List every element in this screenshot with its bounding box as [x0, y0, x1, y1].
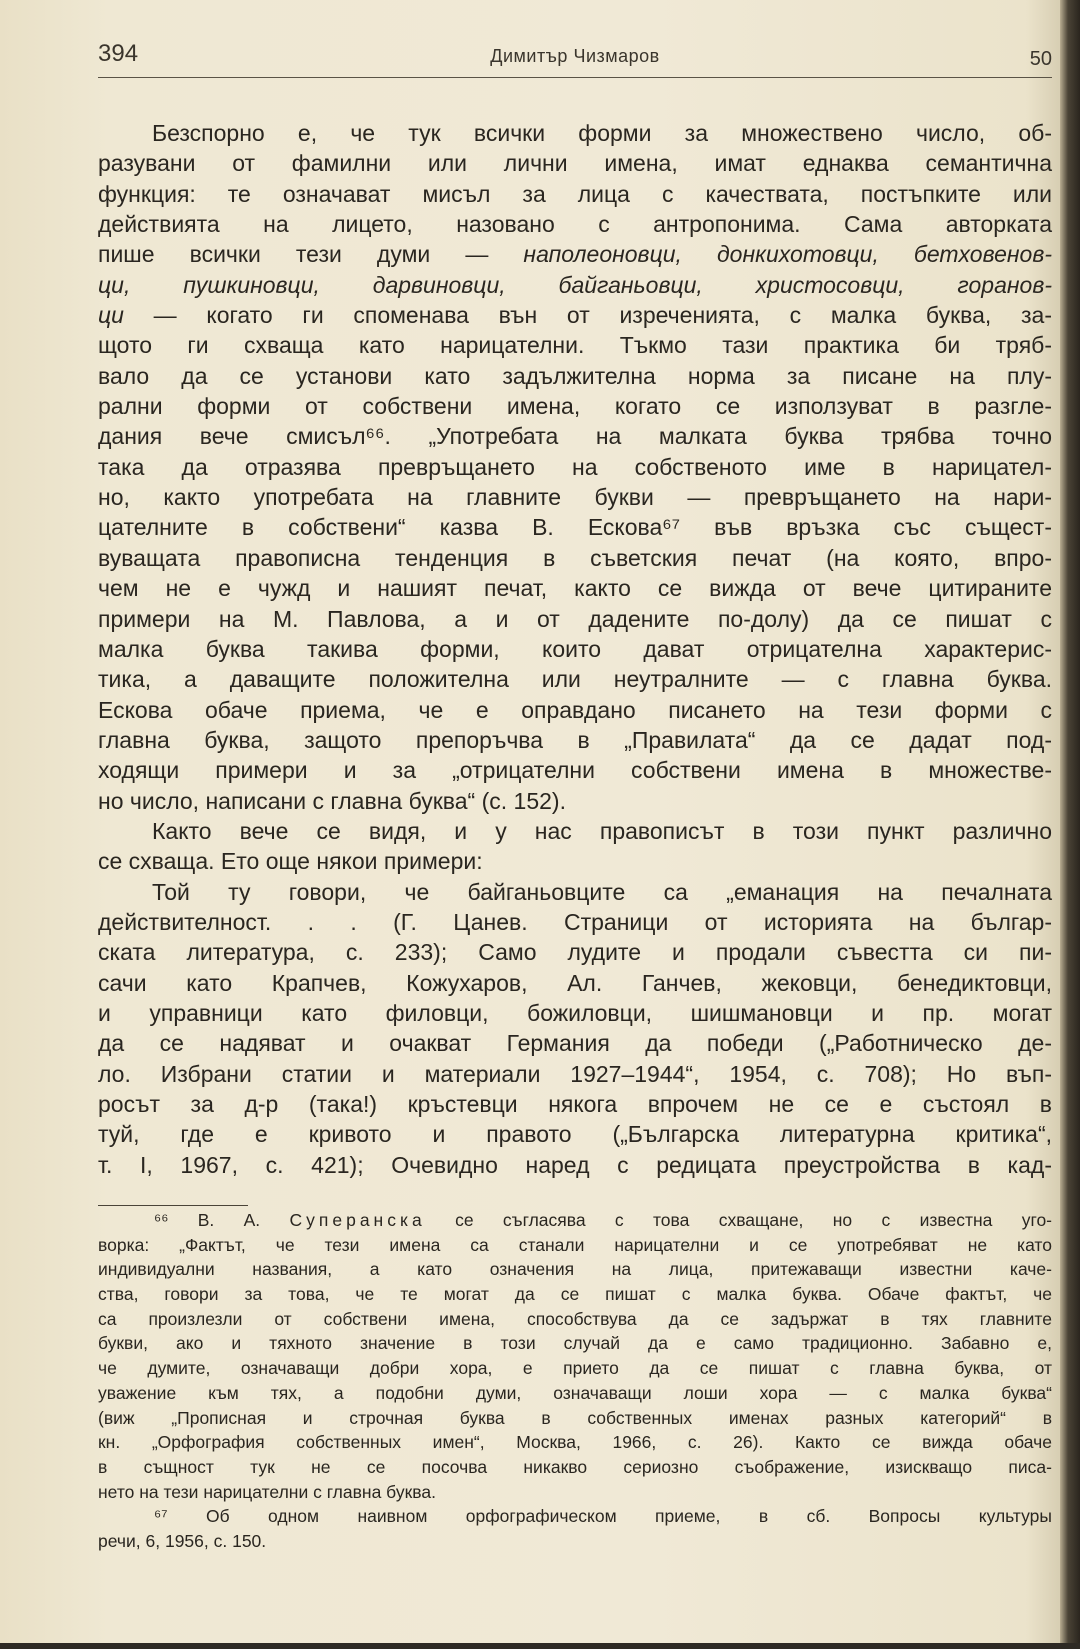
text-line [98, 209, 1052, 239]
text-run: в същност тук не се посочва никакво сериозно съображение, изискващо писа- [98, 1456, 1052, 1477]
text-run: примери на М. Павлова, а и от дадените по-долу) да се пишат с [98, 605, 1052, 632]
header-rule [98, 77, 1052, 78]
text-run: са произлезли от собствени имена, способствува да се задържат в тях главните [98, 1308, 1052, 1329]
footnote-line [98, 1406, 1052, 1431]
running-head-author: Димитър Чизмаров [490, 46, 660, 66]
footnote-line [98, 1356, 1052, 1381]
page-header [98, 40, 1052, 70]
text-line [98, 634, 1052, 664]
text-line [98, 543, 1052, 573]
text-line [98, 421, 1052, 451]
footnote-line [98, 1282, 1052, 1307]
text-line [98, 361, 1052, 391]
text-line [98, 482, 1052, 512]
text-line [98, 300, 1052, 330]
text-line [98, 877, 1052, 907]
footnote-line [98, 1504, 1052, 1529]
text-line [98, 573, 1052, 603]
book-spine-shadow [1060, 0, 1080, 1649]
text-line [98, 1150, 1052, 1180]
text-run: и управници като филовци, божиловци, шишмановци и пр. могат [98, 999, 1052, 1026]
text-line [98, 604, 1052, 634]
text-run: т. I, 1967, с. 421); Очевидно наред с редицата преустройства в кад- [98, 1151, 1052, 1178]
text-run: росът за д-р (така!) кръстевци някога впрочем не се е състоял в [98, 1091, 1052, 1117]
text-run: главна буква, защото препоръчва в „Правилата“ да се дадат под- [98, 726, 1052, 753]
text-run: се съгласява с това схващане, но с известна уго- [425, 1210, 1053, 1230]
text-line [98, 330, 1052, 360]
text-line [98, 846, 1052, 876]
footnote-line [98, 1381, 1052, 1406]
text-line [98, 512, 1052, 542]
text-run: функция: те означават мисъл за лица с качествата, постъпките или [98, 180, 1052, 207]
text-line [98, 148, 1052, 178]
text-line [98, 664, 1052, 694]
text-run: Той ту говори, че байганьовците са „еманация на печалната [152, 878, 1052, 905]
footnote-line [98, 1257, 1052, 1282]
text-run: туй, где е кривото и правото („Българска литературна критика“, [98, 1121, 1052, 1148]
text-run: вало да се установи като задължителна норма за писане на плу- [98, 362, 1052, 389]
text-run: но число, написани с главна буква“ (с. 152). [98, 787, 566, 814]
text-line [98, 391, 1052, 421]
text-run: пише всички тези думи — [98, 241, 524, 268]
text-run: да се надяват и очакват Германия да победи („Работническо де- [98, 1030, 1052, 1057]
text-run: щото ги схваща като нарицателни. Тъкмо тази практика би тряб- [98, 332, 1052, 359]
text-run: дания вече смисъл⁶⁶. „Употребата на малката буква трябва точно [98, 423, 1052, 450]
text-run: но, както употребата на главните букви — превръщането на нари- [98, 484, 1052, 511]
text-run: кн. „Орфография собственных имен“, Москва, 1966, с. 26). Както се вижда обаче [98, 1432, 1052, 1453]
text-line [98, 1059, 1052, 1089]
text-run: така да отразява превръщането на собственото име в нарицател- [98, 453, 1052, 480]
text-run: ⁶⁷ Об одном наивном орфографическом приеме, в сб. Вопросы культуры [154, 1506, 1052, 1527]
text-line [98, 968, 1052, 998]
italic-text: ци, пушкиновци, дарвиновци, байганьовци, христосовци, горанов- [98, 271, 1052, 298]
text-run: вуващата правописна тенденция в съветския печат (на която, впро- [98, 544, 1052, 571]
text-line [98, 1028, 1052, 1058]
text-line [98, 239, 1052, 269]
text-run: ло. Избрани статии и материали 1927–1944“, 1954, с. 708); Но въп- [98, 1060, 1052, 1087]
text-line [98, 452, 1052, 482]
text-run: действителност. . . (Г. Цанев. Страници от историята на българ- [98, 908, 1052, 935]
right-margin-marker: 50 [1029, 48, 1052, 70]
main-text [98, 118, 1052, 1180]
footnote-line [98, 1529, 1052, 1554]
text-line [98, 179, 1052, 209]
text-run: рални форми от собствени имена, когато се използуват в разгле- [98, 393, 1052, 420]
italic-text: ци [98, 302, 124, 329]
text-run: Безспорно е, че тук всички форми за множествено число, об- [152, 120, 1052, 146]
text-run: разувани от фамилни или лични имена, имат еднаква семантична [98, 150, 1052, 177]
footnote-line [98, 1331, 1052, 1356]
text-run: малка буква такива форми, които дават отрицателна характерис- [98, 635, 1052, 662]
footnotes [98, 1208, 1052, 1554]
page-number: 394 [98, 40, 139, 67]
text-line [98, 725, 1052, 755]
footnote-line [98, 1233, 1052, 1258]
text-run: — когато ги споменава вън от изреченията, с малка буква, за- [123, 302, 1052, 329]
text-run: сачи като Крапчев, Кожухаров, Ал. Ганчев, жековци, бенедиктовци, [98, 969, 1052, 996]
page-bottom-edge [0, 1643, 1080, 1649]
text-run: ходящи примери и за „отрицателни собствени имена в множестве- [98, 757, 1052, 784]
text-run: че думите, означаващи добри хора, е прието да се пишат с главна буква, от [98, 1358, 1052, 1379]
text-run: нето на тези нарицателни с главна буква. [98, 1481, 436, 1502]
text-run: чем не е чужд и нашият печат, както се вижда от вече цитираните [98, 575, 1052, 602]
text-run: Както вече се видя, и у нас правописът в този пункт различно [152, 817, 1052, 844]
text-run: ⁶⁶ В. А. [154, 1210, 290, 1230]
text-line [98, 695, 1052, 725]
text-line [98, 118, 1052, 148]
text-run: цателните в собствени“ казва В. Ескова⁶⁷ във връзка със същест- [98, 514, 1052, 541]
footnote-line [98, 1430, 1052, 1455]
footnote-line [98, 1307, 1052, 1332]
text-run: се схваща. Ето още някои примери: [98, 848, 483, 875]
text-run: Ескова обаче приема, че е оправдано писането на тези форми с [98, 696, 1052, 723]
text-run: (виж „Прописная и строчная буква в собственных именах разных категорий“ в [98, 1407, 1052, 1428]
text-run: тика, а даващите положителна или неутралните — с главна буква. [98, 666, 1052, 693]
text-line [98, 755, 1052, 785]
text-line [98, 786, 1052, 816]
text-run: Суперанска [289, 1210, 426, 1230]
text-run: ската литература, с. 233); Само лудите и продали съвестта си пи- [98, 939, 1052, 966]
text-run: речи, 6, 1956, с. 150. [98, 1530, 267, 1551]
text-line [98, 816, 1052, 846]
text-line [98, 998, 1052, 1028]
italic-text: наполеоновци, донкихотовци, бетховенов- [523, 241, 1052, 268]
text-line [98, 270, 1052, 300]
text-run: ворка: „Фактът, че тези имена са станали нарицателни и се употребяват не като [98, 1234, 1052, 1255]
footnote-separator [98, 1205, 248, 1206]
footnote-line [98, 1455, 1052, 1480]
text-run: индивидуални названия, а като означения на лица, притежаващи известни каче- [98, 1259, 1052, 1280]
text-line [98, 1089, 1052, 1119]
text-run: букви, ако и тяхното значение в този случай да е само традиционно. Забавно е, [98, 1333, 1052, 1354]
text-line [98, 937, 1052, 967]
text-line [98, 907, 1052, 937]
text-line [98, 1119, 1052, 1149]
footnote-line [98, 1208, 1052, 1233]
text-run: действията на лицето, назовано с антропонима. Сама авторката [98, 211, 1052, 238]
footnote-line [98, 1480, 1052, 1505]
text-run: уважение към тях, а подобни думи, означаващи лоши хора — с малка буква“ [98, 1382, 1052, 1403]
text-run: ства, говори за това, че те могат да се пишат с малка буква. Обаче фактът, че [98, 1284, 1052, 1305]
